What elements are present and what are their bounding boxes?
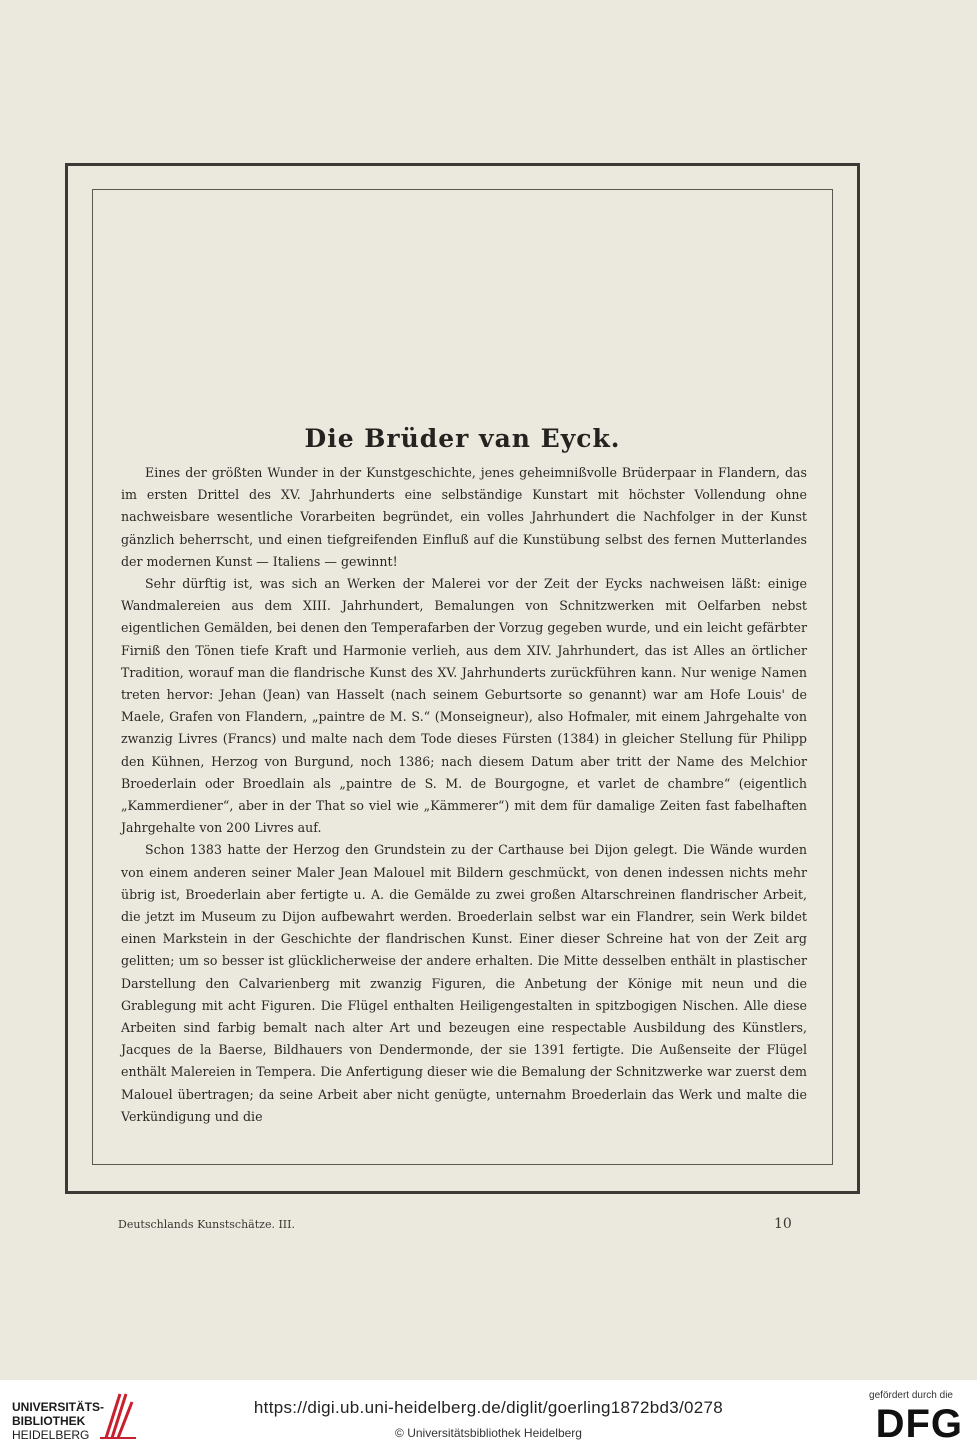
viewer-footer-bar (0, 1380, 977, 1452)
paragraph: Sehr dürftig ist, was sich an Werken der Malerei vor der Zeit der Eycks nachweisen läßt: einige Wandmalereien aus dem XIII. Jahrhundert, Bemalungen von Schnitzwerken mit Oelfarben nebst eigentlichen Gemälden, bei denen den Temperafarben der Vorzug gegeben wurde, und ein leicht gefärbter Firniß den Tönen tiefe Kraft und Harmonie verlieh, aus dem XIV. Jahrhundert, das ist Alles an örtlicher Tradition, worauf man die flandrische Kunst des XV. Jahrhunderts zurückführen kann. Nur wenige Namen treten hervor: Jehan (Jean) van Hasselt (nach seinem Geburtsorte so genannt) war am Hofe Louis' de Maele, Grafen von Flandern, „paintre de M. S.“ (Monseigneur), also Hofmaler, mit einem Jahrgehalte von zwanzig Livres (Francs) und malte nach dem Tode dieses Fürsten (1384) in gleicher Stellung für Philipp den Kühnen, Herzog von Burgund, noch 1386; nach diesem Datum aber tritt der Name des Melchior Broederlain oder Broedlain als „paintre de S. M. de Bourgogne, et varlet de chambre“ (eigentlich „Kammerdiener“, aber in der That so viel wie „Kämmerer“) mit dem für damalige Zeiten fast fabelhaften Jahrgehalte von 200 Livres auf. (121, 576, 807, 836)
copyright-notice: © Universitätsbibliothek Heidelberg (395, 1426, 582, 1440)
paragraph: Eines der größten Wunder in der Kunstgeschichte, jenes geheimnißvolle Brüderpaar in Flandern, das im ersten Drittel des XV. Jahrhunderts eine selbständige Kunstart mit höchster Vollendung ohne nachweisbare wesentliche Vorarbeiten begründet, ein volles Jahrhundert die Nachfolger in der Kunst gänzlich beherrscht, und einen tiefgreifenden Einfluß auf die Kunstübung selbst des fernen Mutterlandes der modernen Kunst — Italiens — gewinnt! (121, 465, 807, 569)
permalink-url[interactable]: https://digi.ub.uni-heidelberg.de/diglit/goerling1872bd3/0278 (253, 1398, 724, 1417)
inner-border-frame (92, 189, 833, 1165)
funding-label: gefördert durch die (869, 1390, 953, 1401)
article-body (121, 462, 807, 1128)
dfg-logo[interactable]: DFG (875, 1402, 963, 1446)
paragraph: Schon 1383 hatte der Herzog den Grundstein zu der Carthause bei Dijon gelegt. Die Wände wurden von einem anderen seiner Maler Jean Malouel mit Bildern geschmückt, von denen indessen nichts mehr übrig ist, Broederlain aber fertigte u. A. die Gemälde zu zwei großen Altarschreinen flandrischer Arbeit, die jetzt im Museum zu Dijon aufbewahrt werden. Broederlain selbst war ein Flandrer, sein Werk bildet einen Markstein in der Geschichte der flandrischen Kunst. Einer dieser Schreine hat von der Zeit arg gelitten; um so besser ist glücklicherweise der andere erhalten. Die Mitte desselben enthält in plastischer Darstellung den Calvarienberg mit zwanzig Figuren, die Anbetung der Könige mit neun und die Grablegung mit acht Figuren. Die Flügel enthalten Heiligengestalten in spitzbogigen Nischen. Alle diese Arbeiten sind farbig bemalt nach alter Art und bezeugen eine respectable Ausbildung des Künstlers, Jacques de la Baerse, Bildhauers von Dendermonde, der sie 1391 fertigte. Die Außenseite der Flügel enthält Malereien in Tempera. Die Anfertigung dieser wie die Bemalung der Schnitzwerke war zuerst dem Malouel übertragen; da seine Arbeit aber nicht genügte, unternahm Broederlain das Werk und malte die Verkündigung und die (121, 842, 807, 1124)
running-footer: Deutschlands Kunstschätze. III. (118, 1218, 295, 1231)
article-title: Die Brüder van Eyck. (304, 424, 621, 453)
library-name-line2: BIBLIOTHEK (12, 1414, 86, 1428)
outer-border-frame (65, 163, 860, 1194)
page-number: 10 (774, 1216, 792, 1232)
library-name-line3: HEIDELBERG (12, 1428, 90, 1442)
library-name-line1: UNIVERSITÄTS- (12, 1400, 105, 1414)
